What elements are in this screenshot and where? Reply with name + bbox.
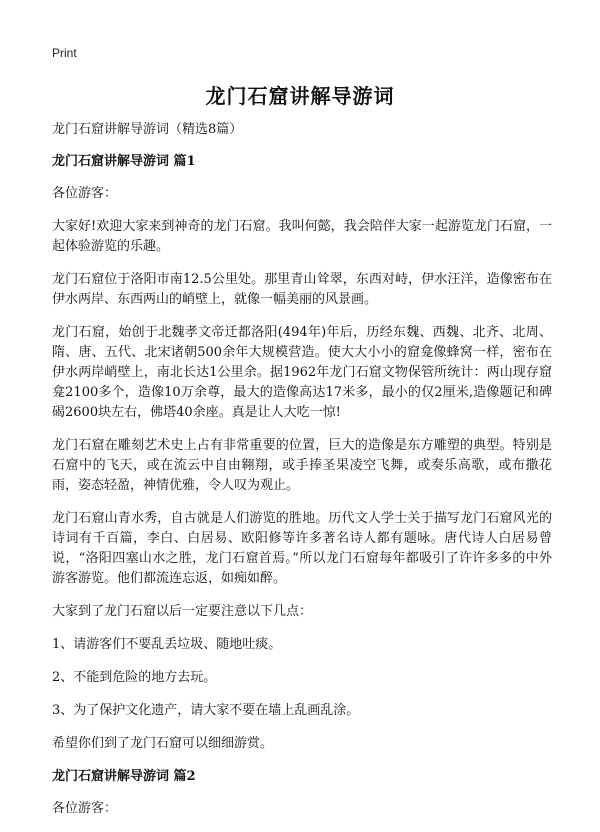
paragraph-location: 龙门石窟位于洛阳市南12.5公里处。那里青山耸翠，东西对峙，伊水汪洋，造像密布在伊水两岸、东西两山的峭壁上，就像一幅美丽的风景画。: [52, 272, 552, 307]
print-link[interactable]: Print: [52, 46, 77, 60]
paragraph-notice-3: 3、为了保护文化遗产，请大家不要在墙上乱画乱涂。: [52, 703, 360, 718]
paragraph-closing: 希望你们到了龙门石窟可以细细游赏。: [52, 736, 274, 751]
section-2: [52, 767, 552, 819]
section-heading: 龙门石窟讲解导游词 篇2: [52, 769, 196, 784]
document-title: 龙门石窟讲解导游词: [205, 84, 395, 108]
paragraph-welcome: 大家好!欢迎大家来到神奇的龙门石窟。我叫何懿，我会陪伴大家一起游览龙门石窟，一起体验游览的乐趣。: [52, 219, 552, 254]
paragraph-notice-2: 2、不能到危险的地方去玩。: [52, 670, 217, 685]
document-subtitle: 龙门石窟讲解导游词（精选8篇）: [52, 122, 243, 137]
paragraph-art: 龙门石窟在雕刻艺术史上占有非常重要的位置，巨大的造像是东方雕塑的典型。特别是石窟中的飞天，或在流云中自由翱翔，或手捧圣果凌空飞舞，或奏乐高歌，或布撒花雨，姿态轻盈，神情优雅，令人叹为观止。: [52, 438, 552, 493]
section-greeting: 各位游客：: [52, 186, 118, 201]
paragraph-history: 龙门石窟，始创于北魏孝文帝迁都洛阳(494年)年后，历经东魏、西魏、北齐、北周、隋、唐、五代、北宋诸朝500余年大规模营造。使大大小小的窟龛像蜂窝一样，密布在伊水两岸峭壁上，南北长达1公里余。据1962年龙门石窟文物保管所统计：两山现存窟龛2100多个，造像10万余尊，最大的造像高达17米多，最小的仅2厘米,造像题记和碑碣2600块左右，佛塔40余座。真是让人大吃一惊!: [52, 325, 552, 420]
paragraph-scenery: 龙门石窟山青水秀，自古就是人们游览的胜地。历代文人学士关于描写龙门石窟风光的诗词有千百篇，李白、白居易、欧阳修等许多著名诗人都有题咏。唐代诗人白居易曾说，“洛阳四塞山水之胜，龙门石窟首焉。”所以龙门石窟每年都吸引了许许多多的中外游客游览。他们都流连忘返，如痴如醉。: [52, 511, 552, 586]
paragraph-notice-intro: 大家到了龙门石窟以后一定要注意以下几点：: [52, 604, 313, 619]
section-1: [52, 152, 552, 754]
document-body: [52, 120, 552, 832]
section-greeting: 各位游客：: [52, 801, 118, 816]
paragraph-notice-1: 1、请游客们不要乱丢垃圾、随地吐痰。: [52, 637, 282, 652]
section-heading: 龙门石窟讲解导游词 篇1: [52, 154, 196, 169]
